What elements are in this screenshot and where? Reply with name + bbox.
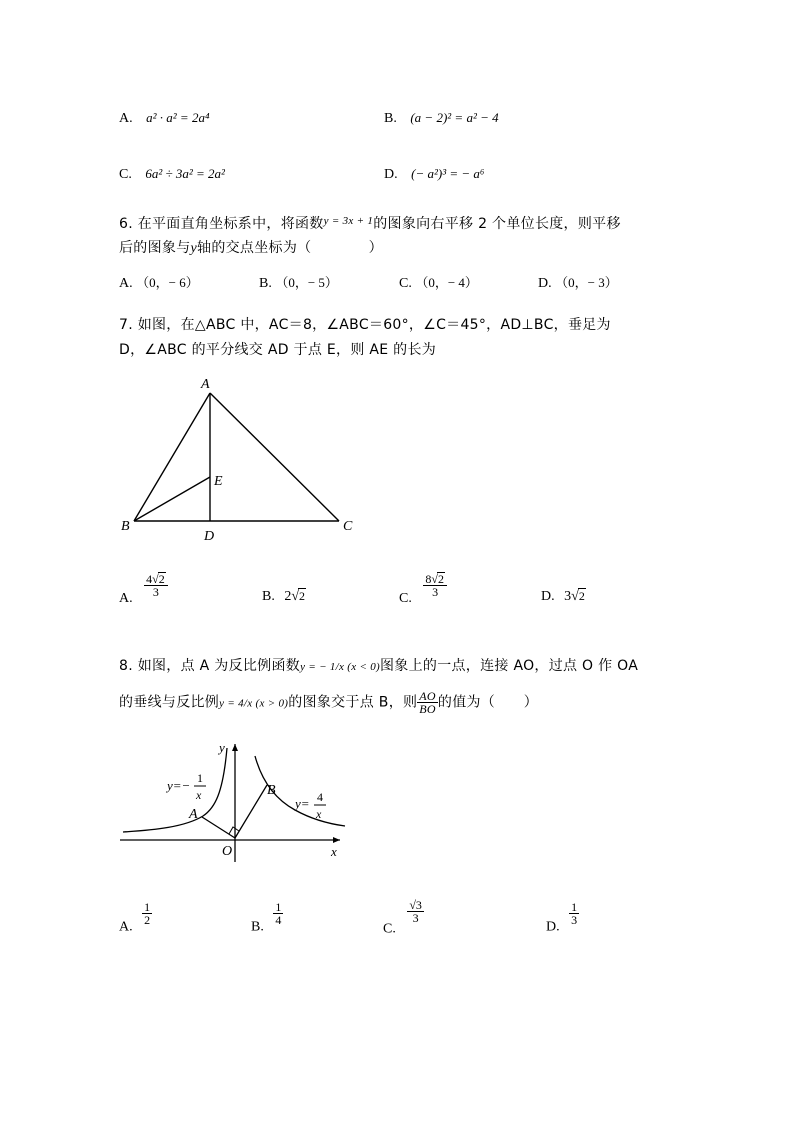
point-label-c: C xyxy=(343,519,353,534)
q6-text: 的图象向右平移 2 个单位长度，则平移 xyxy=(373,216,621,232)
q6-option-d xyxy=(538,272,618,292)
option-fraction: $\frac{4√2}{3}$ xyxy=(144,572,168,598)
fraction-denominator: 2 xyxy=(144,913,151,927)
option-label: C. xyxy=(119,167,132,182)
q6-option-c xyxy=(399,272,478,292)
option-label: B. xyxy=(384,111,397,126)
q8-text: 的值为（ ） xyxy=(437,694,539,711)
option-expression: (a − 2)² = a² − 4 xyxy=(410,110,499,125)
q8-option-c xyxy=(383,899,424,938)
x-axis-arrow-icon xyxy=(333,837,340,843)
option-radicand: 2 xyxy=(578,589,585,603)
ratio-denominator: BO xyxy=(419,702,436,716)
q8-text: 图象上的一点，连接 AO，过点 O 作 OA xyxy=(380,658,639,674)
q8-text: 8. 如图，点 A 为反比例函数 xyxy=(119,658,301,674)
q6-text: 后的图象与 xyxy=(119,240,191,256)
q8-option-d xyxy=(546,901,579,936)
point-label-a: A xyxy=(201,377,210,392)
q6-text: 轴的交点坐标为（ ） xyxy=(197,240,383,256)
option-value: （0，− 4） xyxy=(415,275,478,290)
q7-stem-line1: 7. 如图，在△ABC 中，AC＝8，∠ABC＝60°，∠C＝45°，AD⊥BC，垂足为 xyxy=(119,317,611,333)
option-label: D. xyxy=(541,589,555,604)
fraction-coefficient: 4 xyxy=(146,572,153,586)
fraction-numerator: 1 xyxy=(144,900,151,914)
point-label-a: A xyxy=(189,807,198,822)
option-fraction xyxy=(142,901,152,926)
y-axis-label: y xyxy=(219,740,225,755)
q8-function-1: y = − 1/x (x < 0) xyxy=(300,661,380,673)
fraction-radicand: 2 xyxy=(158,572,165,586)
right-curve-label-den: x xyxy=(316,807,322,821)
option-label: C. xyxy=(399,276,412,291)
fraction-radicand: 2 xyxy=(437,572,444,586)
q5-option-a xyxy=(119,110,209,127)
q5-option-b xyxy=(384,110,499,127)
fraction-denominator: 3 xyxy=(144,585,168,598)
option-value: （0，− 3） xyxy=(555,275,618,290)
point-label-d: D xyxy=(204,529,215,544)
option-label: A. xyxy=(119,111,133,126)
x-axis-label: x xyxy=(331,844,337,859)
y-axis-arrow-icon xyxy=(232,744,238,751)
q8-stem-line2 xyxy=(119,690,538,715)
fraction-denominator: 3 xyxy=(407,911,424,924)
option-value: （0，− 6） xyxy=(136,275,199,290)
q6-stem-line1 xyxy=(119,213,621,233)
fraction-numerator: 1 xyxy=(275,900,282,914)
point-label-b: B xyxy=(267,783,276,798)
bisector-be xyxy=(134,477,210,521)
q5-option-c xyxy=(119,166,225,183)
option-value: （0，− 5） xyxy=(275,275,338,290)
right-curve-label: y= xyxy=(295,796,310,811)
option-coefficient: 3 xyxy=(564,589,572,604)
option-label: A. xyxy=(119,919,133,935)
q7-option-b xyxy=(262,588,306,605)
option-fraction xyxy=(273,901,283,926)
q7-stem-line2: D，∠ABC 的平分线交 AD 于点 E，则 AE 的长为 xyxy=(119,342,437,358)
left-curve-label-den: x xyxy=(196,788,202,802)
fraction-denominator: 4 xyxy=(275,913,282,927)
ratio-numerator: AO xyxy=(419,689,436,703)
fraction-coefficient: 8 xyxy=(425,572,432,586)
q6-option-a xyxy=(119,272,199,292)
option-label: D. xyxy=(546,919,560,935)
option-label: B. xyxy=(259,276,272,291)
q6-stem-line2 xyxy=(119,237,383,257)
q8-option-a xyxy=(119,901,152,936)
q6-function: y = 3x + 1 xyxy=(323,215,374,227)
q5-option-d xyxy=(384,166,484,183)
q8-text: 的图象交于点 B，则 xyxy=(288,694,418,711)
point-label-e: E xyxy=(214,474,223,489)
option-coefficient: 2 xyxy=(284,589,292,604)
right-curve-label-num: 4 xyxy=(317,790,323,804)
q8-function-2: y = 4/x (x > 0) xyxy=(219,697,289,710)
fraction-numerator: √3 xyxy=(409,898,422,912)
q8-option-b xyxy=(251,901,283,936)
fraction-numerator: 1 xyxy=(571,900,578,914)
option-value: 2√2 xyxy=(284,589,306,604)
option-radicand: 2 xyxy=(299,589,306,603)
option-label: C. xyxy=(383,921,396,937)
option-fraction xyxy=(569,901,579,926)
q8-graph-figure xyxy=(115,738,355,868)
left-curve-label: y=− xyxy=(167,778,191,793)
fraction-denominator: 3 xyxy=(571,913,578,927)
point-label-b: B xyxy=(121,519,130,534)
option-fraction xyxy=(407,899,424,924)
segment-ob xyxy=(235,785,267,838)
q7-triangle-figure xyxy=(112,372,372,548)
option-label: A. xyxy=(119,591,133,607)
q7-option-a xyxy=(119,572,168,607)
q7-option-d xyxy=(541,588,586,605)
q8-text: 的垂线与反比例 xyxy=(119,694,220,711)
q8-stem-line1 xyxy=(119,655,638,675)
q8-ratio xyxy=(417,690,438,715)
option-label: B. xyxy=(251,919,264,935)
segment-oa xyxy=(202,817,235,838)
option-expression: (− a²)³ = − a⁶ xyxy=(411,166,485,181)
side-ab xyxy=(134,393,210,521)
origin-label: O xyxy=(222,844,233,859)
side-ac xyxy=(210,393,339,521)
q6-option-b xyxy=(259,272,338,292)
option-expression: 6a² ÷ 3a² = 2a² xyxy=(145,166,225,181)
option-expression: a² · a² = 2a⁴ xyxy=(146,110,210,125)
q6-text: 6. 在平面直角坐标系中，将函数 xyxy=(119,216,324,232)
q6-variable: y xyxy=(190,241,198,256)
option-label: D. xyxy=(538,276,552,291)
option-label: D. xyxy=(384,167,398,182)
option-label: B. xyxy=(262,589,275,604)
option-label: C. xyxy=(399,591,412,607)
q7-option-c xyxy=(399,572,447,607)
option-fraction: $\frac{8√2}{3}$ xyxy=(423,572,447,598)
option-value: 3√2 xyxy=(564,589,585,604)
left-curve-label-num: 1 xyxy=(197,771,203,785)
option-label: A. xyxy=(119,276,133,291)
fraction-denominator: 3 xyxy=(423,585,447,598)
